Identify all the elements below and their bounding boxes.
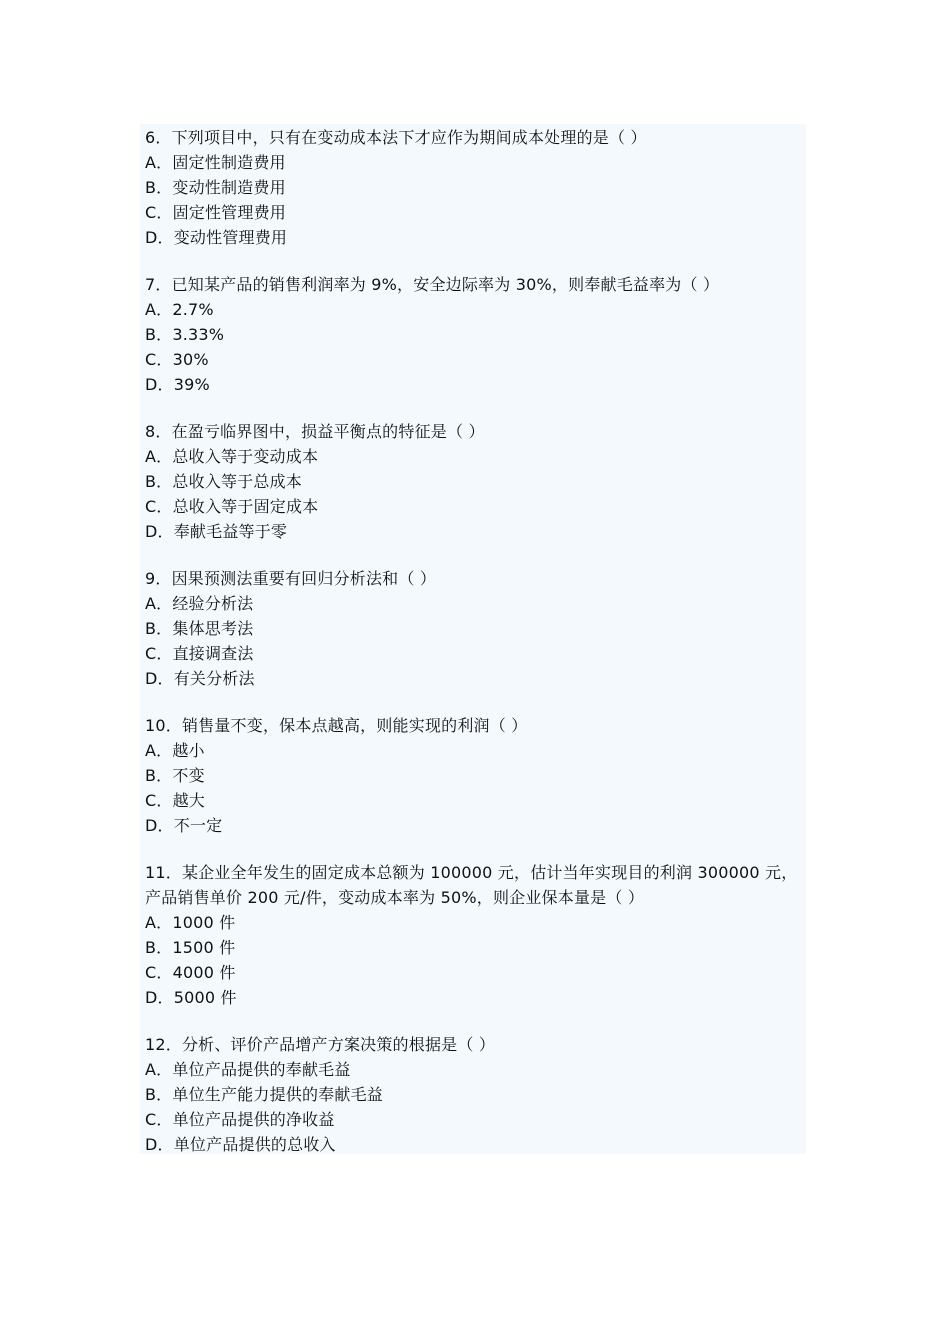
option-d: D．不一定 <box>145 816 223 835</box>
option-d: D．有关分析法 <box>145 669 255 688</box>
question-8 <box>145 419 806 544</box>
option-b: B．单位生产能力提供的奉献毛益 <box>145 1085 383 1104</box>
option-b: B．1500 件 <box>145 938 236 957</box>
option-b: B．变动性制造费用 <box>145 178 286 197</box>
option-d: D．变动性管理费用 <box>145 228 288 247</box>
option-b: B．3.33% <box>145 325 225 344</box>
question-stem: 7．已知某产品的销售利润率为 9%，安全边际率为 30%，则奉献毛益率为（ ） <box>145 275 720 294</box>
option-d: D．5000 件 <box>145 988 237 1007</box>
question-stem: 8．在盈亏临界图中，损益平衡点的特征是（ ） <box>145 422 485 441</box>
option-c: C．单位产品提供的净收益 <box>145 1110 335 1129</box>
option-c: C．30% <box>145 350 209 369</box>
option-d: D．39% <box>145 375 210 394</box>
option-c: C．固定性管理费用 <box>145 203 286 222</box>
option-b: B．总收入等于总成本 <box>145 472 302 491</box>
option-c: C．直接调查法 <box>145 644 254 663</box>
question-stem: 12．分析、评价产品增产方案决策的根据是（ ） <box>145 1035 496 1054</box>
question-stem: 6．下列项目中，只有在变动成本法下才应作为期间成本处理的是（ ） <box>145 128 647 147</box>
option-b: B．集体思考法 <box>145 619 254 638</box>
question-stem-line-2: 产品销售单价 200 元/件，变动成本率为 50%，则企业保本量是（ ） <box>145 888 645 907</box>
option-a: A．越小 <box>145 741 205 760</box>
question-11 <box>145 860 806 1010</box>
question-stem-line-1: 11．某企业全年发生的固定成本总额为 100000 元，估计当年实现目的利润 300000 元， <box>145 863 798 882</box>
question-7 <box>145 272 806 397</box>
option-c: C．越大 <box>145 791 205 810</box>
question-stem: 9．因果预测法重要有回归分析法和（ ） <box>145 569 437 588</box>
option-d: D．单位产品提供的总收入 <box>145 1135 336 1154</box>
option-a: A．固定性制造费用 <box>145 153 286 172</box>
question-stem: 10．销售量不变，保本点越高，则能实现的利润（ ） <box>145 716 528 735</box>
question-6 <box>145 125 806 250</box>
question-9 <box>145 566 806 691</box>
option-c: C．4000 件 <box>145 963 236 982</box>
question-12 <box>145 1032 806 1157</box>
option-d: D．奉献毛益等于零 <box>145 522 288 541</box>
option-a: A．单位产品提供的奉献毛益 <box>145 1060 351 1079</box>
option-a: A．2.7% <box>145 300 214 319</box>
option-b: B．不变 <box>145 766 205 785</box>
option-c: C．总收入等于固定成本 <box>145 497 319 516</box>
question-10 <box>145 713 806 838</box>
option-a: A．总收入等于变动成本 <box>145 447 319 466</box>
option-a: A．1000 件 <box>145 913 236 932</box>
option-a: A．经验分析法 <box>145 594 254 613</box>
question-block <box>140 124 806 1154</box>
